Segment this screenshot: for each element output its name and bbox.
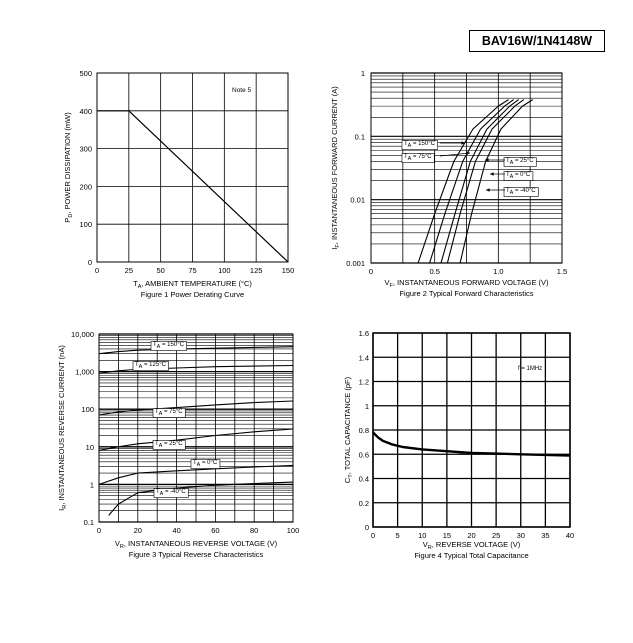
- y-tick-label: 0.8: [358, 426, 369, 435]
- x-tick-label: 5: [395, 531, 400, 540]
- label-arrowhead: [490, 172, 494, 175]
- x-axis-title: $V_R$, REVERSE VOLTAGE (V): [422, 540, 521, 551]
- x-tick-label: 150: [281, 266, 295, 275]
- y-tick-label: 100: [79, 220, 92, 230]
- x-tick-label: 20: [133, 526, 142, 535]
- series-label: TA = 25°C: [155, 441, 183, 449]
- y-tick-label: 0.4: [358, 474, 369, 484]
- series-label: TA = 150°C: [153, 342, 184, 350]
- x-tick-label: 75: [188, 266, 197, 275]
- y-tick-label: 1.6: [358, 329, 369, 338]
- y-tick-label: 1.2: [358, 377, 369, 387]
- x-tick-label: 10: [418, 531, 427, 540]
- y-tick-label: 1,000: [75, 367, 94, 377]
- series-label: TA = 0°C: [193, 460, 218, 468]
- x-tick-label: 15: [442, 531, 452, 540]
- y-tick-label: 0.1: [354, 132, 365, 142]
- x-tick-label: 0.5: [429, 267, 440, 276]
- x-axis-title: $V_R$, INSTANTANEOUS REVERSE VOLTAGE (V): [114, 539, 278, 550]
- x-tick-label: 1.0: [493, 267, 504, 276]
- x-tick-label: 35: [541, 531, 550, 540]
- label-arrowhead: [486, 188, 490, 191]
- y-tick-label: 0.6: [358, 450, 369, 460]
- x-tick-label: 0: [370, 531, 376, 540]
- y-axis-title: $P_D$, POWER DISSIPATION (mW): [63, 112, 74, 223]
- x-tick-label: 60: [211, 526, 220, 535]
- y-tick-label: 0.2: [358, 498, 369, 508]
- series-label: TA = 0°C: [506, 172, 531, 180]
- y-tick-label: 0.01: [350, 195, 365, 205]
- y-tick-label: 100: [81, 405, 94, 415]
- x-axis-title: $V_F$, INSTANTANEOUS FORWARD VOLTAGE (V): [384, 278, 549, 289]
- y-tick-label: 500: [79, 69, 92, 78]
- y-tick-label: 1.4: [358, 353, 369, 363]
- power-derating-chart: [63, 69, 294, 299]
- series-label: TA = 75°C: [404, 154, 432, 162]
- x-tick-label: 0: [96, 526, 102, 535]
- series-label: TA = -40°C: [156, 489, 186, 497]
- y-tick-label: 0.1: [83, 518, 94, 527]
- x-tick-label: 80: [250, 526, 259, 535]
- chart-annotation: f = 1MHz: [518, 366, 543, 372]
- reverse-characteristics-chart: [57, 330, 299, 559]
- forward-characteristics-chart: [330, 69, 567, 298]
- y-axis-title: $I_F$, INSTANTANEOUS FORWARD CURRENT (A): [330, 86, 341, 250]
- x-tick-label: 100: [218, 266, 231, 275]
- chart-title: Figure 4 Typical Total Capacitance: [414, 551, 529, 560]
- y-axis-title: $C_T$, TOTAL CAPACITANCE (pF): [343, 376, 354, 484]
- y-tick-label: 0: [364, 523, 369, 532]
- part-number-label: BAV16W/1N4148W: [469, 30, 605, 52]
- chart-title: Figure 3 Typical Reverse Characteristics: [128, 550, 264, 559]
- series-label: TA = 25°C: [506, 158, 534, 166]
- y-tick-label: 10,000: [71, 330, 94, 339]
- series-line-1: [430, 100, 514, 263]
- series-label: TA = 75°C: [155, 409, 183, 417]
- x-tick-label: 125: [249, 266, 263, 275]
- y-tick-label: 300: [79, 144, 92, 154]
- x-tick-label: 30: [516, 531, 525, 540]
- y-tick-label: 200: [79, 182, 92, 192]
- x-tick-label: 100: [286, 526, 300, 535]
- x-tick-label: 40: [565, 531, 575, 540]
- x-tick-label: 25: [491, 531, 501, 540]
- x-axis-title: $T_A$, AMBIENT TEMPERATURE (°C): [133, 279, 252, 290]
- total-capacitance-chart: [343, 329, 574, 560]
- x-tick-label: 50: [156, 266, 165, 275]
- y-tick-label: 400: [79, 106, 92, 116]
- series-label: TA = -40°C: [506, 188, 536, 196]
- series-label: TA = 150°C: [404, 141, 435, 149]
- y-tick-label: 0.001: [346, 259, 365, 268]
- y-tick-label: 1: [364, 401, 369, 411]
- chart-title: Figure 2 Typical Forward Characteristics: [399, 289, 534, 298]
- x-tick-label: 0: [94, 266, 100, 275]
- y-tick-label: 0: [87, 258, 92, 267]
- x-tick-label: 1.5: [556, 267, 568, 276]
- y-tick-label: 10: [85, 442, 94, 452]
- chart-annotation: Note 5: [232, 87, 252, 94]
- x-tick-label: 20: [467, 531, 476, 540]
- chart-title: Figure 1 Power Derating Curve: [140, 290, 245, 299]
- y-axis-title: $I_R$, INSTANTANEOUS REVERSE CURRENT (nA): [57, 345, 68, 511]
- series-label: TA = 125°C: [135, 362, 166, 370]
- series-line-0: [418, 100, 508, 263]
- x-tick-label: 0: [368, 267, 374, 276]
- x-tick-label: 25: [124, 266, 134, 275]
- y-tick-label: 1: [360, 69, 365, 78]
- y-tick-label: 1: [89, 480, 94, 490]
- x-tick-label: 40: [172, 526, 181, 535]
